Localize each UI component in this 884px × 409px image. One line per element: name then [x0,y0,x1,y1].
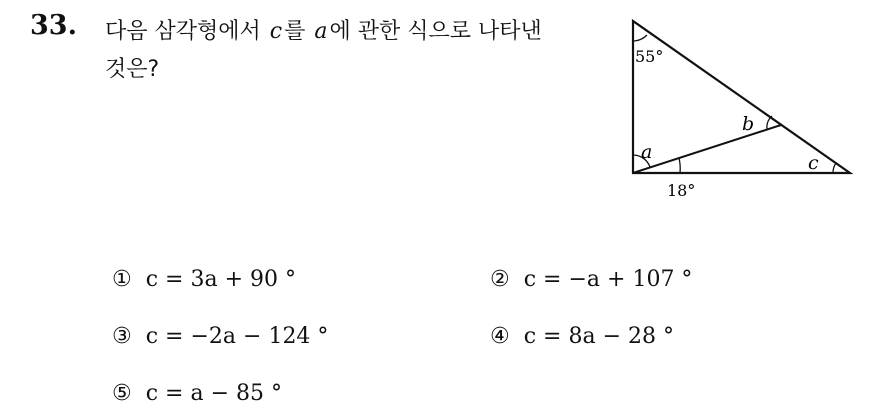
choice-5[interactable] [112,381,282,406]
choice-3-number: ③ [112,324,132,349]
choice-1[interactable] [112,267,296,292]
choice-1-number: ① [112,267,132,292]
question-number: 33. [30,10,77,41]
label-55: 55° [635,47,664,66]
angle-arc-top [633,35,647,41]
label-c: c [808,152,819,174]
angle-arc-18 [679,158,680,173]
label-b: b [742,113,755,135]
choice-2[interactable] [490,267,692,292]
choice-4-expression: c = 8a − 28 ° [523,324,674,349]
question-text-part-1: 다음 삼각형에서 [105,19,268,44]
choice-3[interactable] [112,324,328,349]
cevian-line [633,125,781,173]
choice-5-expression: c = a − 85 ° [145,381,282,406]
question-text-part-2: 를 [284,19,313,44]
label-a: a [641,141,653,163]
choice-4-number: ④ [490,324,510,349]
question-line-2: 것은? [105,57,160,82]
choice-5-number: ⑤ [112,381,132,406]
triangle-outline [633,21,850,173]
angle-arc-c [833,163,836,173]
question-text [105,13,605,89]
choice-3-expression: c = −2a − 124 ° [145,324,329,349]
question-line-1 [105,13,605,51]
choice-1-expression: c = 3a + 90 ° [145,267,296,292]
question-text-part-3: 에 관한 식으로 나타낸 [329,19,542,44]
triangle-figure [622,10,862,200]
label-18: 18° [667,181,696,200]
variable-a: a [314,19,328,44]
variable-c: c [269,19,283,44]
choice-2-expression: c = −a + 107 ° [523,267,693,292]
choice-4[interactable] [490,324,674,349]
choice-2-number: ② [490,267,510,292]
